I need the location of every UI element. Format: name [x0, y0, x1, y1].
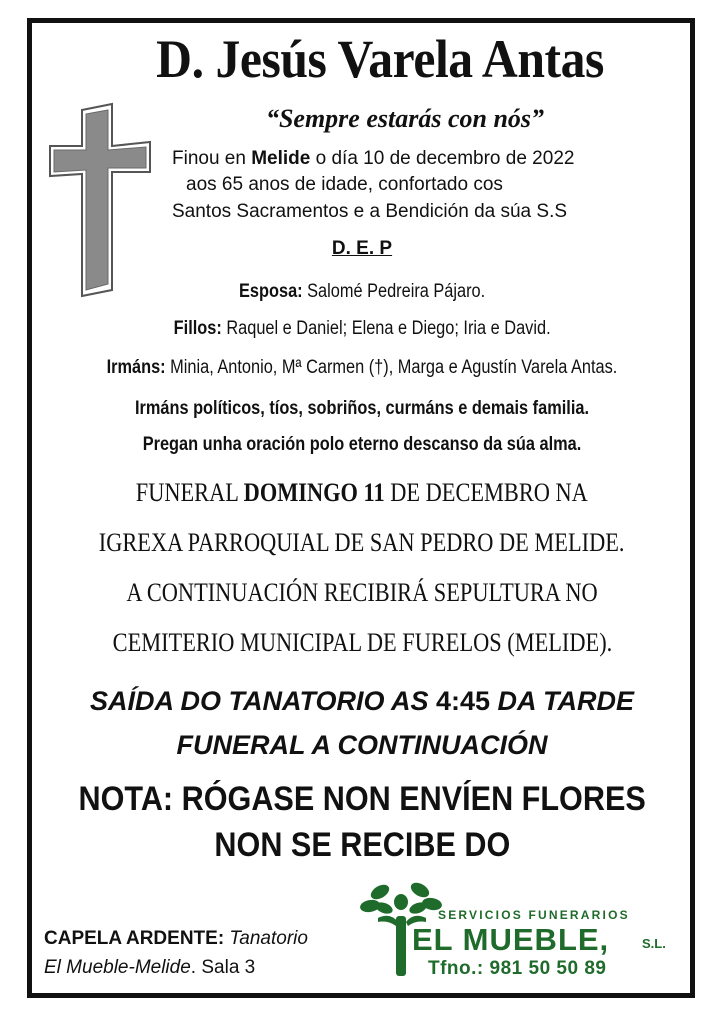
- logo-phone: Tfno.: 981 50 50 89: [428, 958, 607, 979]
- memorial-quote: “Sempre estarás con nós”: [265, 104, 545, 133]
- prayer-request: Pregan unha oración polo eterno descanso da súa alma.: [142, 434, 582, 455]
- death-info-line-3: Santos Sacramentos e a Bendición da súa S.S: [172, 201, 568, 222]
- funeral-home-logo: [360, 878, 680, 984]
- funeral-line-3: A CONTINUACIÓN RECIBIRÁ SEPULTURA NO: [126, 578, 598, 607]
- death-info-line-2: aos 65 anos de idade, confortado cos: [186, 174, 503, 195]
- dep-label: D. E. P: [331, 238, 393, 259]
- no-condolences-note: NON SE RECIBE DO: [214, 826, 510, 864]
- family-siblings: Irmáns: Minia, Antonio, Mª Carmen (†), Marga e Agustín Varela Antas.: [106, 357, 618, 378]
- death-place: Melide: [251, 148, 311, 169]
- logo-company-name: EL MUEBLE,: [412, 922, 610, 957]
- family-relatives: Irmáns políticos, tíos, sobriños, curmáns e demais familia.: [134, 398, 590, 419]
- logo-services-text: SERVICIOS FUNERARIOS: [438, 908, 630, 922]
- departure-time: SAÍDA DO TANATORIO AS 4:45 DA TARDE: [89, 686, 635, 716]
- funeral-line-4: CEMITERIO MUNICIPAL DE FURELOS (MELIDE).: [112, 628, 612, 657]
- family-children: Fillos: Raquel e Daniel; Elena e Diego; Iria e David.: [173, 318, 551, 339]
- chapel-place: El Mueble-Melide. Sala 3: [44, 957, 256, 978]
- funeral-line-2: IGREXA PARROQUIAL DE SAN PEDRO DE MELIDE.: [99, 528, 625, 557]
- deceased-name: D. Jesús Varela Antas: [156, 29, 604, 89]
- funeral-following: FUNERAL A CONTINUACIÓN: [176, 730, 548, 760]
- family-spouse: Esposa: Salomé Pedreira Pájaro.: [238, 281, 486, 302]
- chapel-label: CAPELA ARDENTE: Tanatorio: [44, 928, 308, 949]
- no-flowers-note: NOTA: RÓGASE NON ENVÍEN FLORES: [78, 780, 646, 818]
- cross-icon: [46, 98, 156, 298]
- logo-company-suffix: S.L.: [642, 936, 666, 951]
- funeral-line-1: FUNERAL DOMINGO 11 DE DECEMBRO NA: [136, 478, 588, 507]
- death-info-line-1: Finou en Melide o día 10 de decembro de 2022: [172, 148, 575, 169]
